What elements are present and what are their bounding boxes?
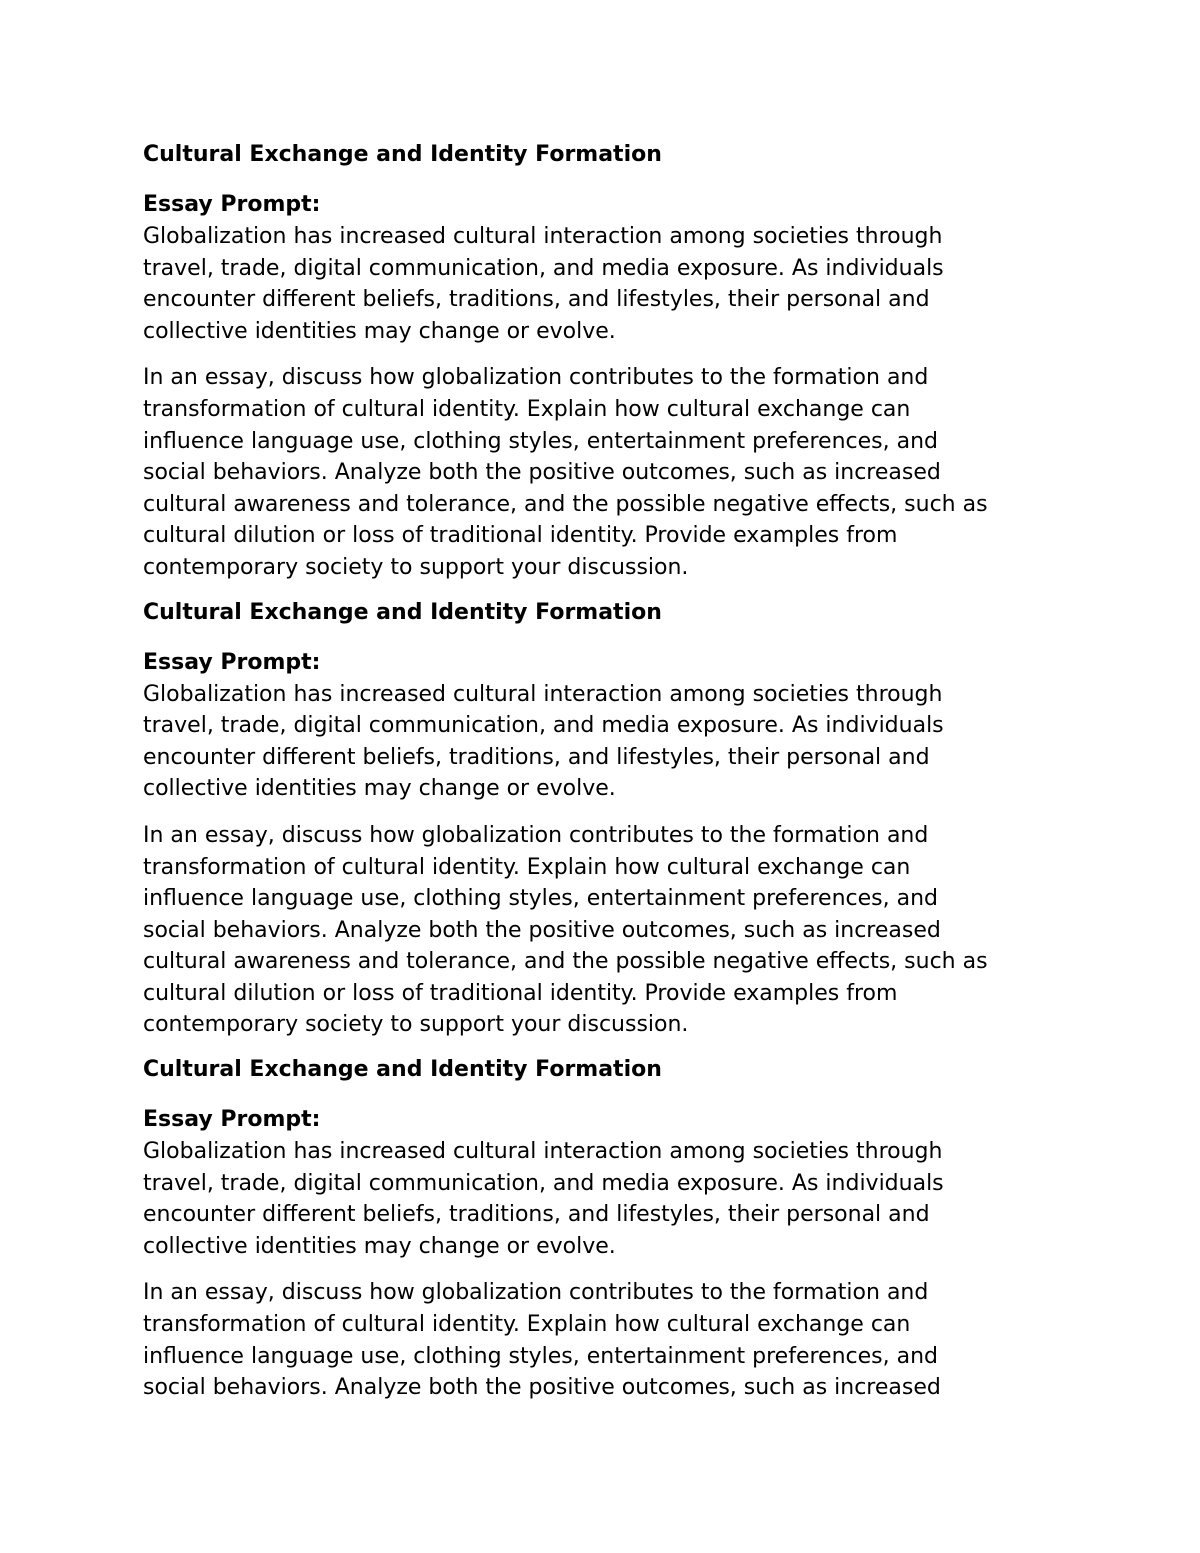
- section-title: Cultural Exchange and Identity Formation: [143, 1057, 662, 1083]
- instructions-paragraph: [143, 362, 1073, 583]
- text-line: collective identities may change or evolve.: [143, 1233, 616, 1259]
- prompt-label: Essay Prompt:: [143, 1107, 321, 1133]
- text-line: encounter different beliefs, traditions, and lifestyles, their personal and: [143, 1202, 930, 1228]
- text-line: travel, trade, digital communication, and media exposure. As individuals: [143, 713, 944, 739]
- text-line: In an essay, discuss how globalization contributes to the formation and: [143, 822, 929, 848]
- instructions-paragraph: [143, 820, 1073, 1041]
- essay-section: [143, 141, 1073, 584]
- section-title: Cultural Exchange and Identity Formation: [143, 142, 662, 167]
- text-line: influence language use, clothing styles, entertainment preferences, and: [143, 428, 938, 454]
- prompt-label: Essay Prompt:: [143, 649, 321, 675]
- text-line: travel, trade, digital communication, and media exposure. As individuals: [143, 255, 944, 281]
- intro-paragraph: [143, 1136, 1073, 1262]
- intro-paragraph: [143, 679, 1073, 805]
- text-line: encounter different beliefs, traditions, and lifestyles, their personal and: [143, 287, 930, 313]
- instructions-paragraph: [143, 1277, 1073, 1403]
- text-line: cultural awareness and tolerance, and the possible negative effects, such as: [143, 949, 988, 975]
- text-line: social behaviors. Analyze both the positive outcomes, such as increased: [143, 460, 941, 486]
- text-line: travel, trade, digital communication, and media exposure. As individuals: [143, 1170, 944, 1196]
- text-line: cultural awareness and tolerance, and the possible negative effects, such as: [143, 491, 988, 517]
- text-line: social behaviors. Analyze both the positive outcomes, such as increased: [143, 917, 941, 943]
- text-line: collective identities may change or evolve.: [143, 776, 616, 802]
- text-line: collective identities may change or evolve.: [143, 318, 616, 344]
- prompt-label: Essay Prompt:: [143, 192, 321, 217]
- text-line: Globalization has increased cultural interaction among societies through: [143, 681, 943, 707]
- text-line: transformation of cultural identity. Explain how cultural exchange can: [143, 396, 911, 422]
- text-line: encounter different beliefs, traditions, and lifestyles, their personal and: [143, 744, 930, 770]
- text-line: contemporary society to support your discussion.: [143, 1012, 689, 1038]
- text-line: cultural dilution or loss of traditional identity. Provide examples from: [143, 980, 898, 1006]
- text-line: social behaviors. Analyze both the positive outcomes, such as increased: [143, 1375, 941, 1401]
- text-line: In an essay, discuss how globalization contributes to the formation and: [143, 365, 929, 391]
- text-line: influence language use, clothing styles, entertainment preferences, and: [143, 886, 938, 912]
- essay-section: [143, 599, 1073, 1042]
- essay-section: [143, 1056, 1073, 1404]
- text-line: cultural dilution or loss of traditional identity. Provide examples from: [143, 523, 898, 549]
- text-line: Globalization has increased cultural interaction among societies through: [143, 1139, 943, 1165]
- section-title: Cultural Exchange and Identity Formation: [143, 599, 662, 625]
- text-line: transformation of cultural identity. Explain how cultural exchange can: [143, 1312, 911, 1338]
- text-line: transformation of cultural identity. Explain how cultural exchange can: [143, 854, 911, 880]
- document-body: [143, 141, 1073, 1404]
- intro-paragraph: [143, 221, 1073, 347]
- text-line: In an essay, discuss how globalization contributes to the formation and: [143, 1280, 929, 1306]
- text-line: influence language use, clothing styles, entertainment preferences, and: [143, 1343, 938, 1369]
- text-line: contemporary society to support your discussion.: [143, 554, 689, 580]
- text-line: Globalization has increased cultural interaction among societies through: [143, 224, 943, 249]
